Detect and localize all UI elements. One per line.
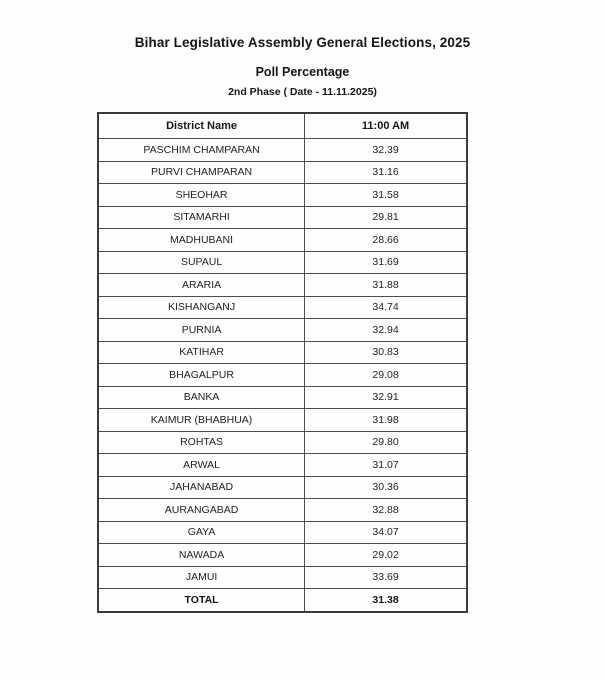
table-row [98,431,467,454]
table-row [98,341,467,364]
poll-value-cell: 29.08 [305,364,467,387]
table-row [98,364,467,387]
poll-value-cell: 31.88 [305,274,467,297]
district-name-cell: ROHTAS [98,431,305,454]
table-row [98,274,467,297]
poll-value-cell: 31.07 [305,454,467,477]
poll-value-cell: 32.94 [305,319,467,342]
poll-value-cell: 29.81 [305,206,467,229]
district-name-cell: SUPAUL [98,251,305,274]
total-label-cell: TOTAL [98,589,305,612]
district-name-cell: KATIHAR [98,341,305,364]
district-name-cell: KISHANGANJ [98,296,305,319]
table-row [98,206,467,229]
column-header-time: 11:00 AM [305,113,467,139]
poll-value-cell: 32.91 [305,386,467,409]
district-name-cell: PURVI CHAMPARAN [98,161,305,184]
table-row [98,499,467,522]
district-name-cell: KAIMUR (BHABHUA) [98,409,305,432]
table-row [98,409,467,432]
poll-value-cell: 30.83 [305,341,467,364]
poll-value-cell: 32.39 [305,139,467,162]
poll-percentage-table [97,112,468,613]
table-row [98,544,467,567]
district-name-cell: NAWADA [98,544,305,567]
poll-value-cell: 34.07 [305,521,467,544]
table-row [98,521,467,544]
district-name-cell: BANKA [98,386,305,409]
district-name-cell: PASCHIM CHAMPARAN [98,139,305,162]
table-row [98,139,467,162]
poll-value-cell: 34.74 [305,296,467,319]
phase-date-line: 2nd Phase ( Date - 11.11.2025) [228,86,377,98]
poll-value-cell: 31.98 [305,409,467,432]
district-name-cell: SITAMARHI [98,206,305,229]
poll-value-cell: 32.88 [305,499,467,522]
poll-value-cell: 33.69 [305,566,467,589]
table-row [98,161,467,184]
table-row [98,296,467,319]
poll-value-cell: 31.58 [305,184,467,207]
page-title: Bihar Legislative Assembly General Elections, 2025 [134,35,471,50]
district-name-cell: GAYA [98,521,305,544]
poll-value-cell: 31.16 [305,161,467,184]
poll-value-cell: 30.36 [305,476,467,499]
table-row [98,251,467,274]
district-name-cell: AURANGABAD [98,499,305,522]
district-name-cell: ARWAL [98,454,305,477]
district-name-cell: JAHANABAD [98,476,305,499]
poll-value-cell: 29.02 [305,544,467,567]
poll-value-cell: 29.80 [305,431,467,454]
table-header-row [98,113,467,139]
table-row [98,566,467,589]
poll-value-cell: 28.66 [305,229,467,252]
table-row [98,476,467,499]
column-header-district-name: District Name [98,113,305,139]
district-name-cell: BHAGALPUR [98,364,305,387]
page-subtitle: Poll Percentage [255,65,350,79]
poll-value-cell: 31.69 [305,251,467,274]
district-name-cell: JAMUI [98,566,305,589]
table-row [98,319,467,342]
district-name-cell: SHEOHAR [98,184,305,207]
total-row [98,589,467,612]
table-row [98,229,467,252]
total-value-cell: 31.38 [305,589,467,612]
district-name-cell: PURNIA [98,319,305,342]
table-row [98,454,467,477]
district-name-cell: MADHUBANI [98,229,305,252]
table-row [98,184,467,207]
table-row [98,386,467,409]
district-name-cell: ARARIA [98,274,305,297]
